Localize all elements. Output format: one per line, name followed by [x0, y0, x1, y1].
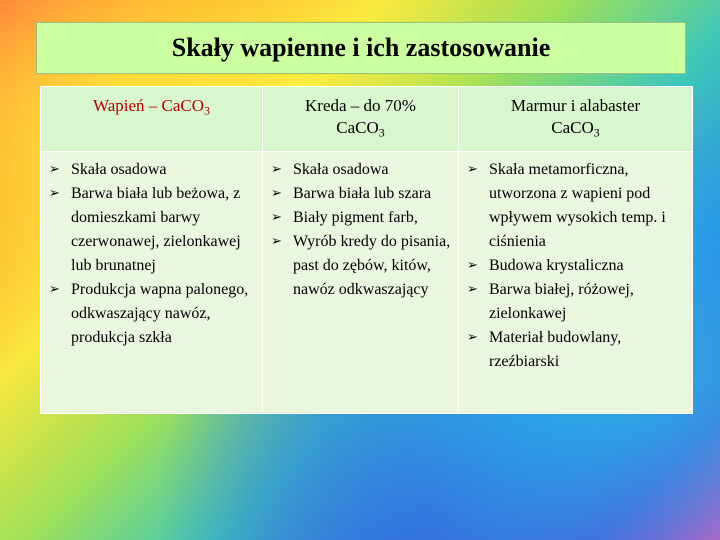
- cell-wapien: [41, 152, 263, 414]
- header-marmur-sub: 3: [593, 125, 600, 140]
- list-item: ➢ Budowa krystaliczna: [467, 254, 688, 278]
- header-marmur-line2: [459, 117, 692, 141]
- list-wapien: [49, 158, 258, 350]
- list-item: ➢ Barwa biała lub szara: [271, 182, 454, 206]
- table-body-row: [41, 152, 693, 414]
- header-kreda-line2: [263, 117, 458, 141]
- list-item: ➢ Skała metamorficzna, utworzona z wapieni pod wpływem wysokich temp. i ciśnienia: [467, 158, 688, 254]
- table-header-row: [41, 87, 693, 152]
- header-marmur-line1: Marmur i alabaster: [510, 96, 641, 115]
- header-marmur-formula: CaCO: [551, 118, 594, 138]
- header-kreda-line1: Kreda – do 70%: [305, 96, 416, 115]
- list-item: ➢ Barwa białej, różowej, zielonkawej: [467, 278, 688, 326]
- list-item: ➢ Produkcja wapna palonego, odkwaszający nawóz, produkcja szkła: [49, 278, 258, 350]
- header-marmur: [459, 87, 693, 152]
- list-marmur: [467, 158, 688, 374]
- header-wapien: [41, 87, 263, 152]
- list-item: ➢ Skała osadowa: [49, 158, 258, 182]
- cell-kreda: [263, 152, 459, 414]
- header-wapien-label: Wapień – CaCO: [93, 96, 205, 115]
- header-kreda-formula: CaCO: [336, 118, 379, 138]
- cell-marmur: [459, 152, 693, 414]
- rocks-table: [40, 86, 693, 414]
- list-item: ➢ Skała osadowa: [271, 158, 454, 182]
- list-item: ➢ Barwa biała lub beżowa, z domieszkami barwy czerwonawej, zielonkawej lub brunatnej: [49, 182, 258, 278]
- list-item: ➢ Wyrób kredy do pisania, past do zębów, kitów, nawóz odkwaszający: [271, 230, 454, 302]
- slide-title: Skały wapienne i ich zastosowanie: [171, 33, 551, 62]
- list-item: ➢ Materiał budowlany, rzeźbiarski: [467, 326, 688, 374]
- list-item: ➢ Biały pigment farb,: [271, 206, 454, 230]
- list-kreda: [271, 158, 454, 302]
- header-wapien-sub: 3: [204, 103, 210, 118]
- header-kreda: [263, 87, 459, 152]
- header-kreda-sub: 3: [378, 125, 385, 140]
- title-banner: [36, 22, 686, 74]
